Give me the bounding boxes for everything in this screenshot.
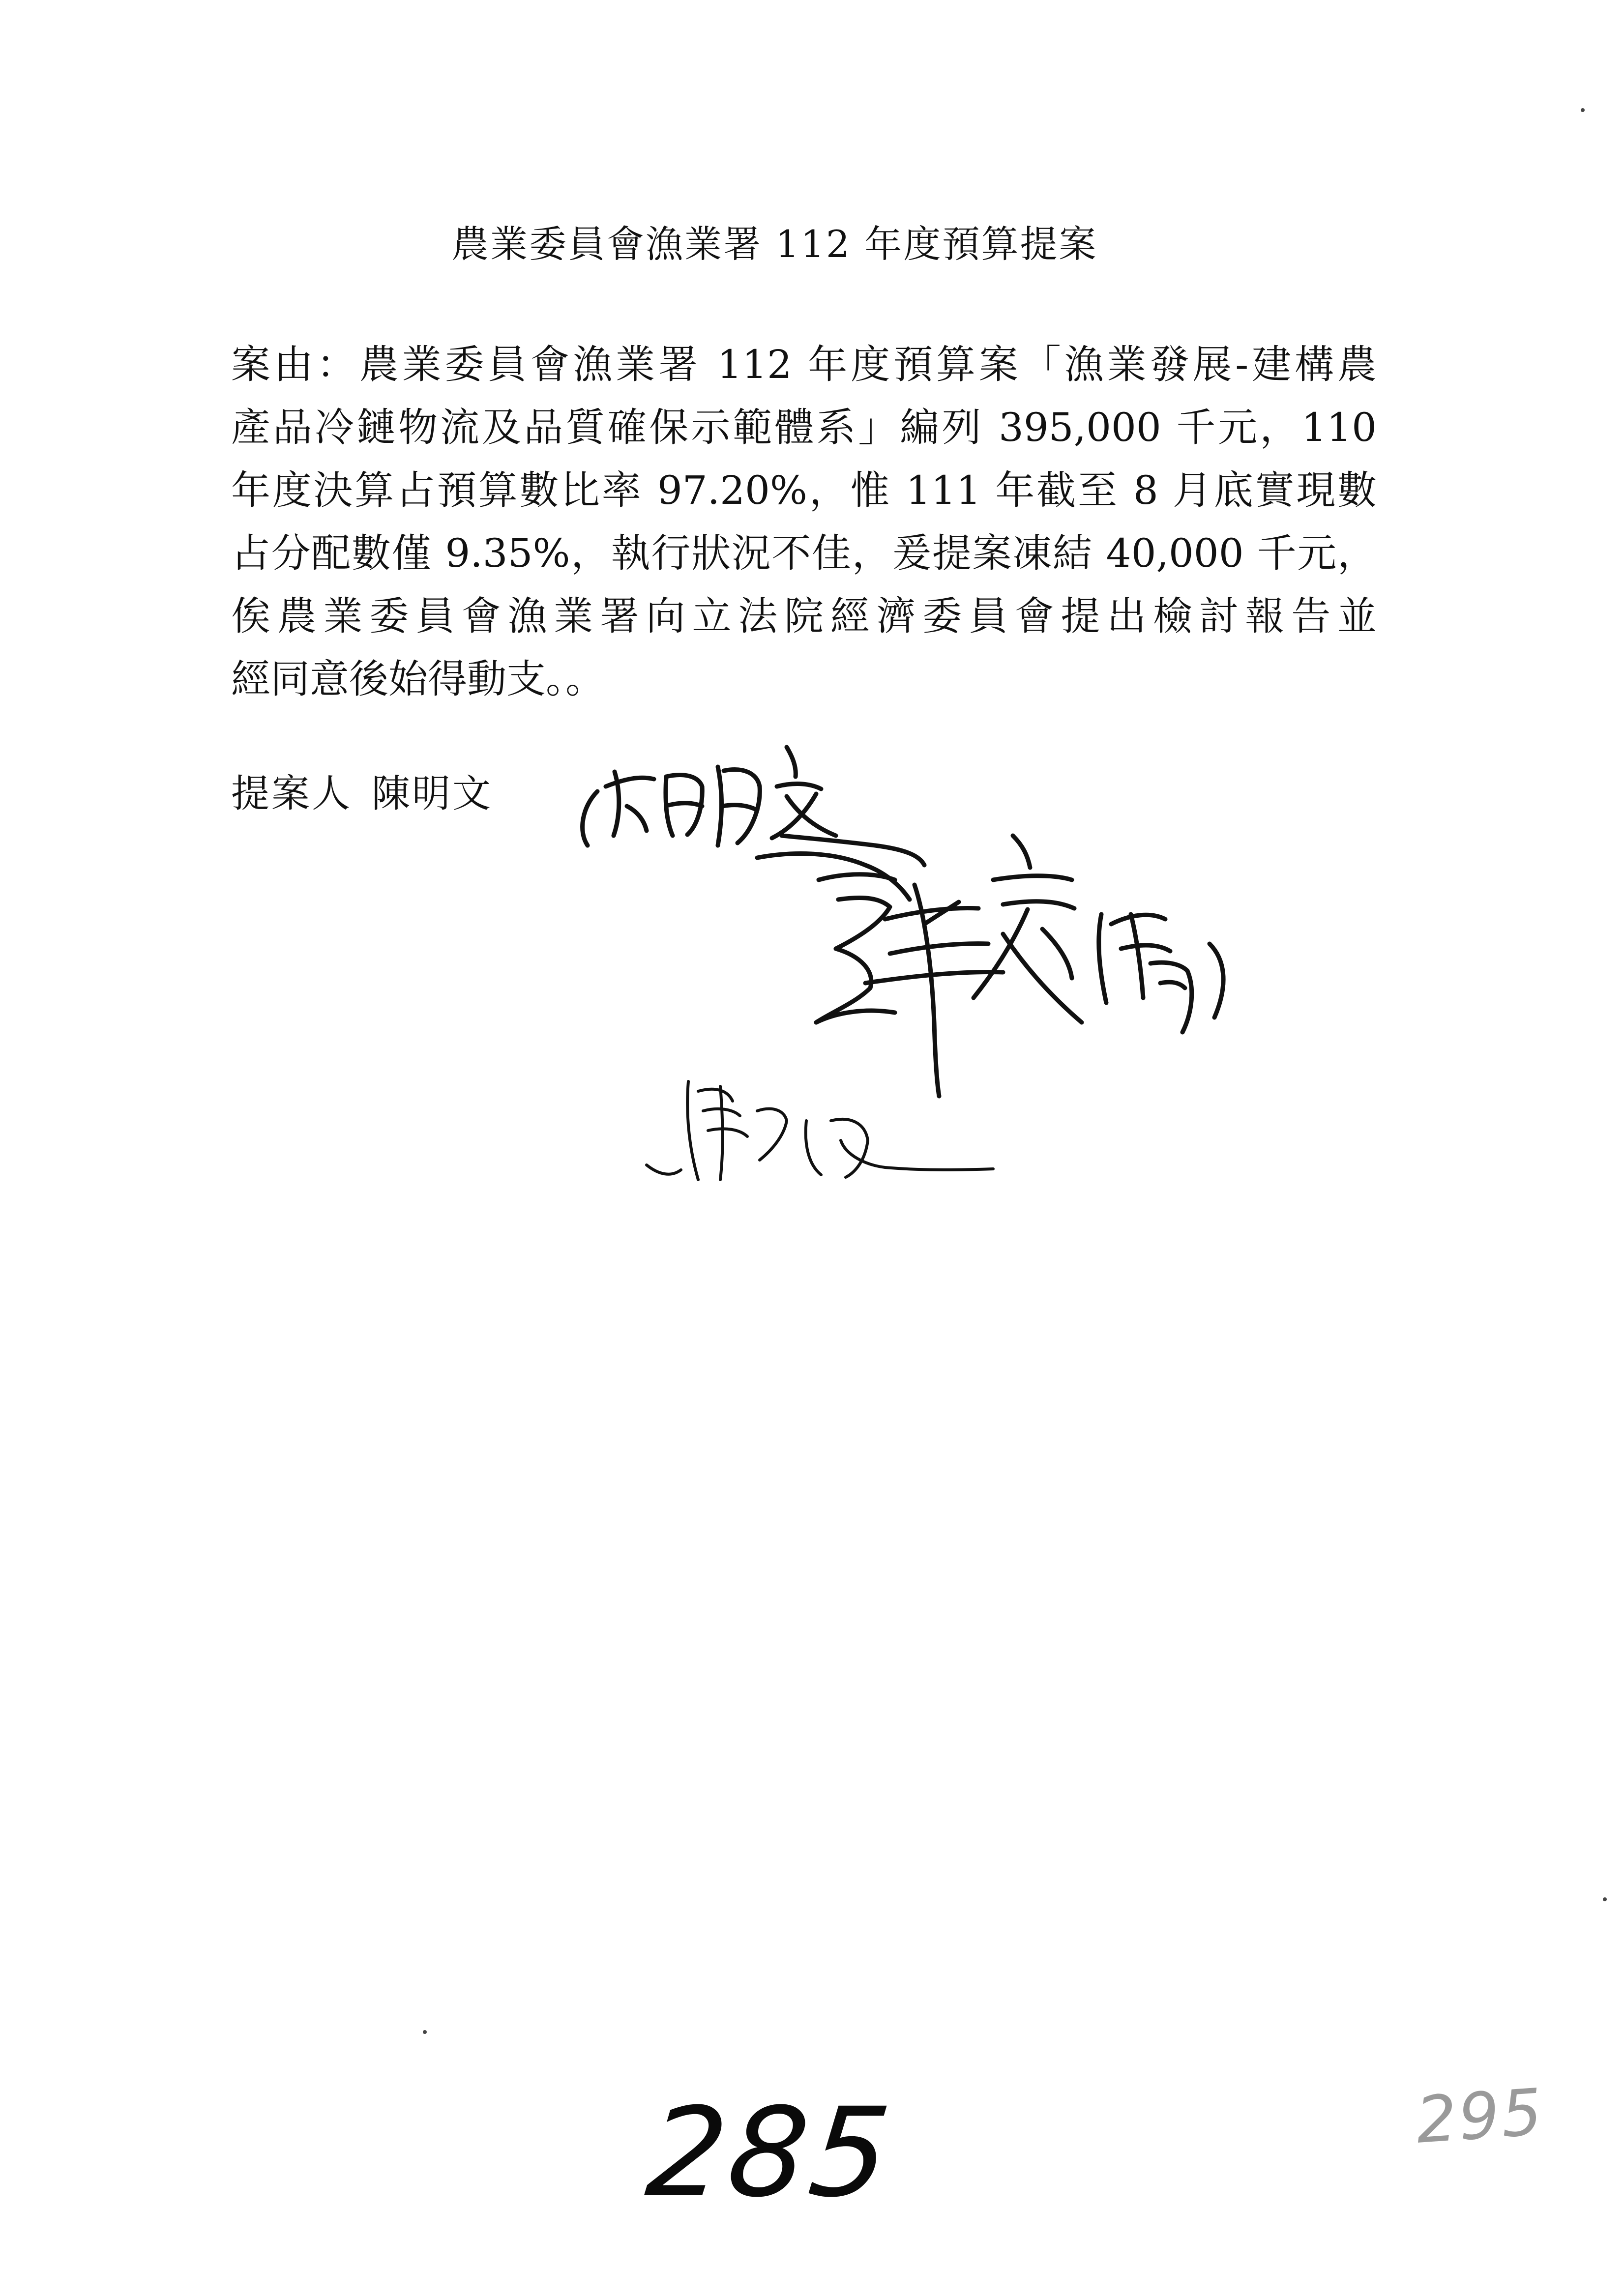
proposer-line bbox=[231, 763, 493, 818]
body-line: 占分配數僅 9.35%，執行狀況不佳，爰提案凍結 40,000 千元， bbox=[231, 530, 1377, 576]
stamp-number: 295 bbox=[1414, 2074, 1547, 2158]
body-line: 案由：農業委員會漁業署 112 年度預算案「漁業發展-建構農 bbox=[231, 342, 1377, 387]
proposal-body bbox=[231, 333, 1377, 711]
scan-speck bbox=[423, 2030, 427, 2034]
page-number: 285 bbox=[640, 2081, 899, 2224]
body-line: 經同意後始得動支。。 bbox=[231, 656, 605, 702]
scan-speck bbox=[1581, 108, 1585, 112]
body-line: 年度決算占預算數比率 97.20%，惟 111 年截至 8 月底實現數 bbox=[231, 467, 1377, 513]
scan-speck bbox=[1603, 1897, 1607, 1901]
body-line: 俟農業委員會漁業署向立法院經濟委員會提出檢討報告並 bbox=[231, 593, 1377, 639]
proposer-label: 提案人 bbox=[231, 772, 353, 816]
body-line: 產品冷鏈物流及品質確保示範體系」編列 395,000 千元，110 bbox=[231, 405, 1377, 450]
signature-3 bbox=[647, 1081, 993, 1180]
signature-1 bbox=[583, 747, 924, 865]
proposer-name: 陳明文 bbox=[372, 772, 493, 816]
document-title: 農業委員會漁業署 112 年度預算提案 bbox=[451, 222, 1098, 266]
signature-2 bbox=[757, 836, 1223, 1096]
